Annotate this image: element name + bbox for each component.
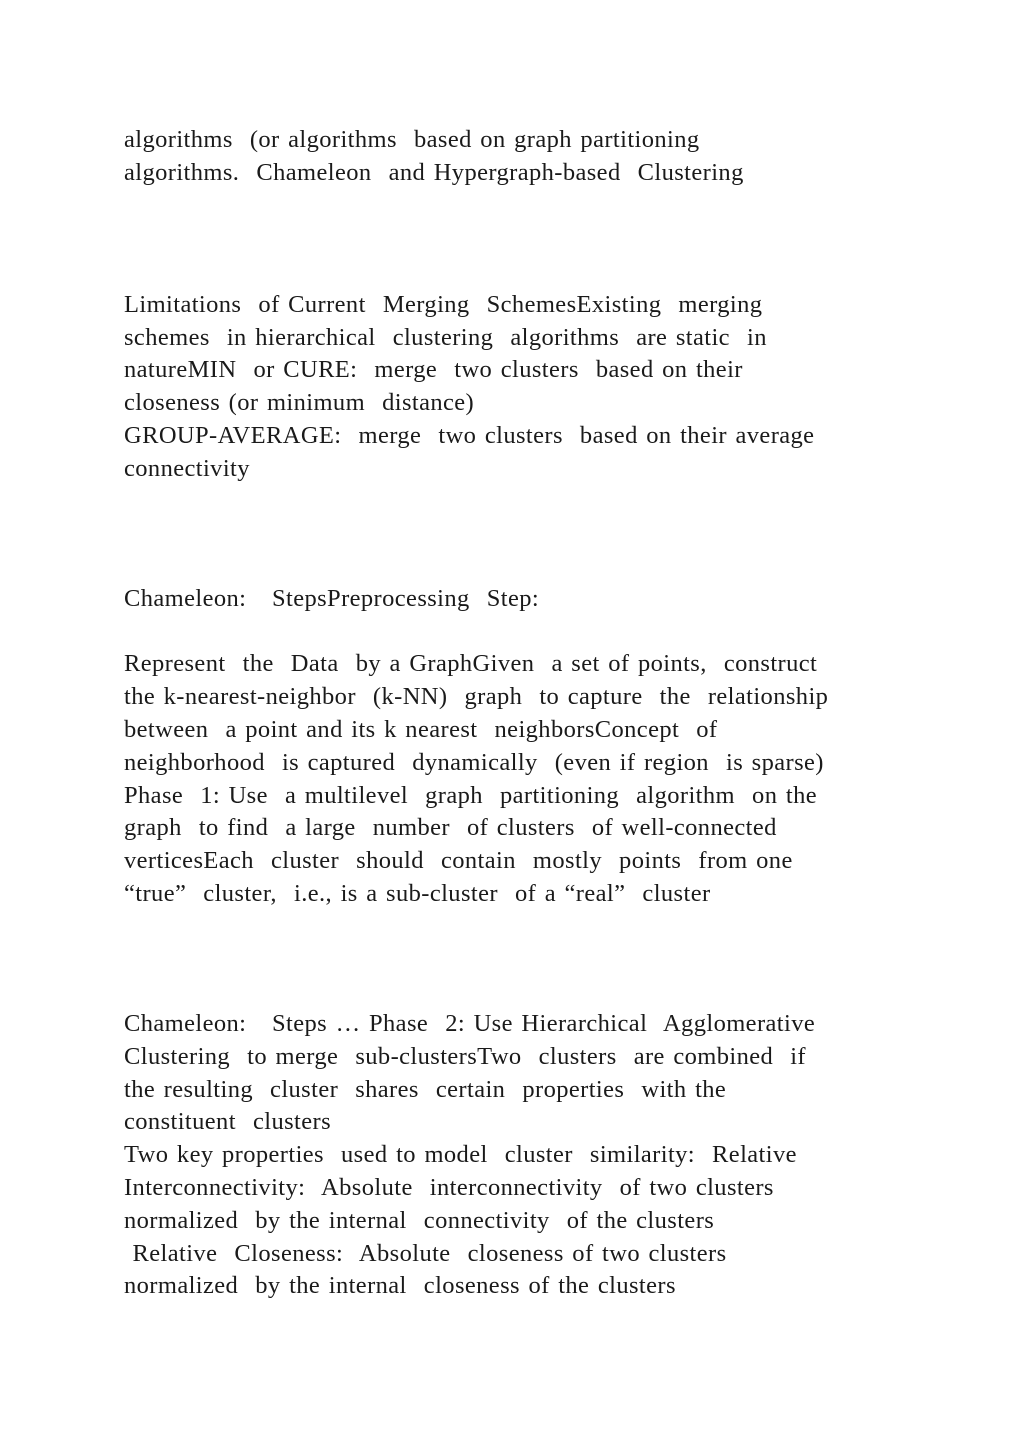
paragraph-line: connectivity bbox=[124, 455, 250, 482]
paragraph-line: Relative Closeness: Absolute closeness of two clusters bbox=[124, 1240, 727, 1267]
paragraph-line: natureMIN or CURE: merge two clusters based on their bbox=[124, 356, 743, 383]
paragraph-line: Clustering to merge sub-clustersTwo clusters are combined if bbox=[124, 1043, 806, 1070]
paragraph-line: schemes in hierarchical clustering algorithms are static in bbox=[124, 324, 767, 351]
paragraph-line: neighborhood is captured dynamically (even if region is sparse) bbox=[124, 749, 824, 776]
paragraph-line: the k-nearest-neighbor (k-NN) graph to capture the relationship bbox=[124, 683, 829, 710]
paragraph-line: Limitations of Current Merging SchemesExisting merging bbox=[124, 291, 763, 318]
paragraph-line: algorithms (or algorithms based on graph partitioning bbox=[124, 126, 700, 153]
paragraph-line: GROUP-AVERAGE: merge two clusters based on their average bbox=[124, 422, 815, 449]
paragraph-line: the resulting cluster shares certain properties with the bbox=[124, 1076, 727, 1103]
paragraph-line: Two key properties used to model cluster similarity: Relative bbox=[124, 1141, 797, 1168]
paragraph-line: Represent the Data by a GraphGiven a set of points, construct bbox=[124, 650, 818, 677]
paragraph-line: Interconnectivity: Absolute interconnectivity of two clusters bbox=[124, 1174, 774, 1201]
paragraph-line: “true” cluster, i.e., is a sub-cluster of a “real” cluster bbox=[124, 880, 711, 907]
paragraph-line: graph to find a large number of clusters of well-connected bbox=[124, 814, 777, 841]
paragraph-line: Phase 1: Use a multilevel graph partitioning algorithm on the bbox=[124, 782, 817, 809]
paragraph-line: verticesEach cluster should contain mostly points from one bbox=[124, 847, 793, 874]
paragraph-line: Chameleon: Steps … Phase 2: Use Hierarchical Agglomerative bbox=[124, 1010, 816, 1037]
section-heading: Chameleon: StepsPreprocessing Step: bbox=[124, 585, 540, 612]
paragraph-line: between a point and its k nearest neighborsConcept of bbox=[124, 716, 718, 743]
paragraph-line: constituent clusters bbox=[124, 1108, 332, 1135]
paragraph-line: closeness (or minimum distance) bbox=[124, 389, 475, 416]
paragraph-line: normalized by the internal closeness of the clusters bbox=[124, 1272, 676, 1299]
paragraph-line: normalized by the internal connectivity of the clusters bbox=[124, 1207, 715, 1234]
paragraph-line: algorithms. Chameleon and Hypergraph-based Clustering bbox=[124, 159, 744, 186]
